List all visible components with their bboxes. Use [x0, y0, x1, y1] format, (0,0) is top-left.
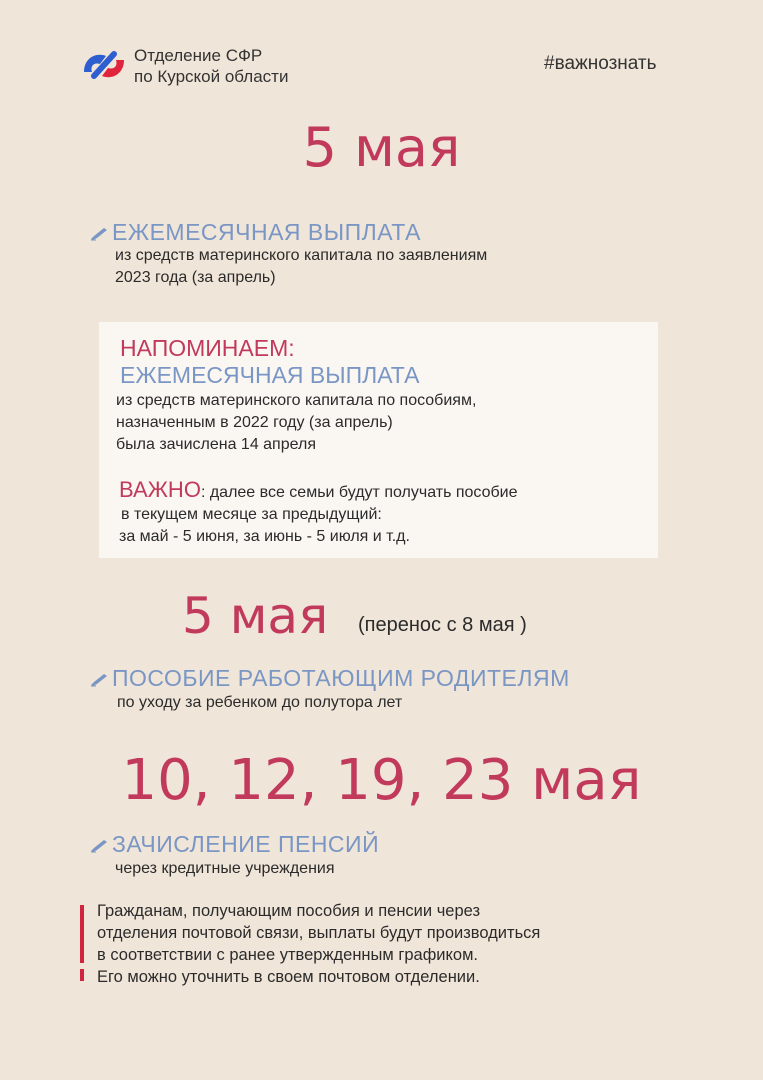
- date-heading-2: 5 мая: [182, 587, 329, 645]
- reminder-line1: из средств материнского капитала по пособиям,: [116, 392, 477, 409]
- reminder-title: ЕЖЕМЕСЯЧНАЯ ВЫПЛАТА: [120, 362, 420, 388]
- notice-line2: отделения почтовой связи, выплаты будут производиться: [97, 924, 541, 942]
- reminder-content: [120, 335, 419, 389]
- important-row: [119, 479, 518, 504]
- org-name: [134, 45, 288, 87]
- notice-line4: Его можно уточнить в своем почтовом отделении.: [97, 968, 480, 986]
- reminder-line2: назначенным в 2022 году (за апрель): [116, 414, 393, 431]
- reminder-line3: была зачислена 14 апреля: [116, 436, 316, 453]
- section3-block: [90, 830, 379, 880]
- section1-line2: 2023 года (за апрель): [115, 269, 276, 286]
- date-heading-1: 5 мая: [302, 116, 461, 179]
- section1-text: [90, 245, 487, 289]
- section3-title: ЗАЧИСЛЕНИЕ ПЕНСИЙ: [112, 831, 380, 857]
- section2-title: ПОСОБИЕ РАБОТАЮЩИМ РОДИТЕЛЯМ: [112, 665, 570, 691]
- section1-line1: из средств материнского капитала по заявлениям: [115, 247, 488, 264]
- pen-icon: [90, 227, 108, 241]
- important-label: ВАЖНО: [119, 477, 201, 502]
- pen-icon: [90, 839, 108, 853]
- section2-title-row: [90, 664, 570, 692]
- important-line1: : далее все семьи будут получать пособие: [200, 484, 518, 501]
- section1-title: ЕЖЕМЕСЯЧНАЯ ВЫПЛАТА: [112, 219, 421, 245]
- org-name-line1: Отделение СФР: [134, 46, 263, 65]
- section3-title-row: [90, 830, 379, 858]
- reminder-text: [116, 390, 476, 456]
- org-name-line2: по Курской области: [134, 67, 289, 86]
- important-line2: в текущем месяце за предыдущий:: [121, 506, 382, 523]
- notice-line1: Гражданам, получающим пособия и пенсии через: [97, 902, 481, 920]
- date-heading-3: 10, 12, 19, 23 мая: [121, 748, 642, 813]
- pen-icon: [90, 673, 108, 687]
- notice-line3: в соответствии с ранее утвержденным графиком.: [97, 946, 479, 964]
- reminder-box: [99, 322, 658, 558]
- section1-title-row: [90, 218, 487, 246]
- section2-line1: по уходу за ребенком до полутора лет: [117, 694, 403, 711]
- section2-block: [90, 664, 570, 714]
- section1-block: [90, 218, 487, 289]
- notice-text: [97, 900, 540, 988]
- important-block: [119, 479, 518, 548]
- sfr-logo-icon: [80, 46, 128, 86]
- reminder-heading: НАПОМИНАЕМ:: [120, 335, 295, 361]
- date-note-2: (перенос с 8 мая ): [358, 614, 527, 636]
- hashtag: #важнознать: [544, 53, 657, 74]
- section3-line1: через кредитные учреждения: [115, 860, 335, 877]
- notice-marker: [80, 905, 84, 981]
- important-line3: за май - 5 июня, за июнь - 5 июля и т.д.: [119, 528, 410, 545]
